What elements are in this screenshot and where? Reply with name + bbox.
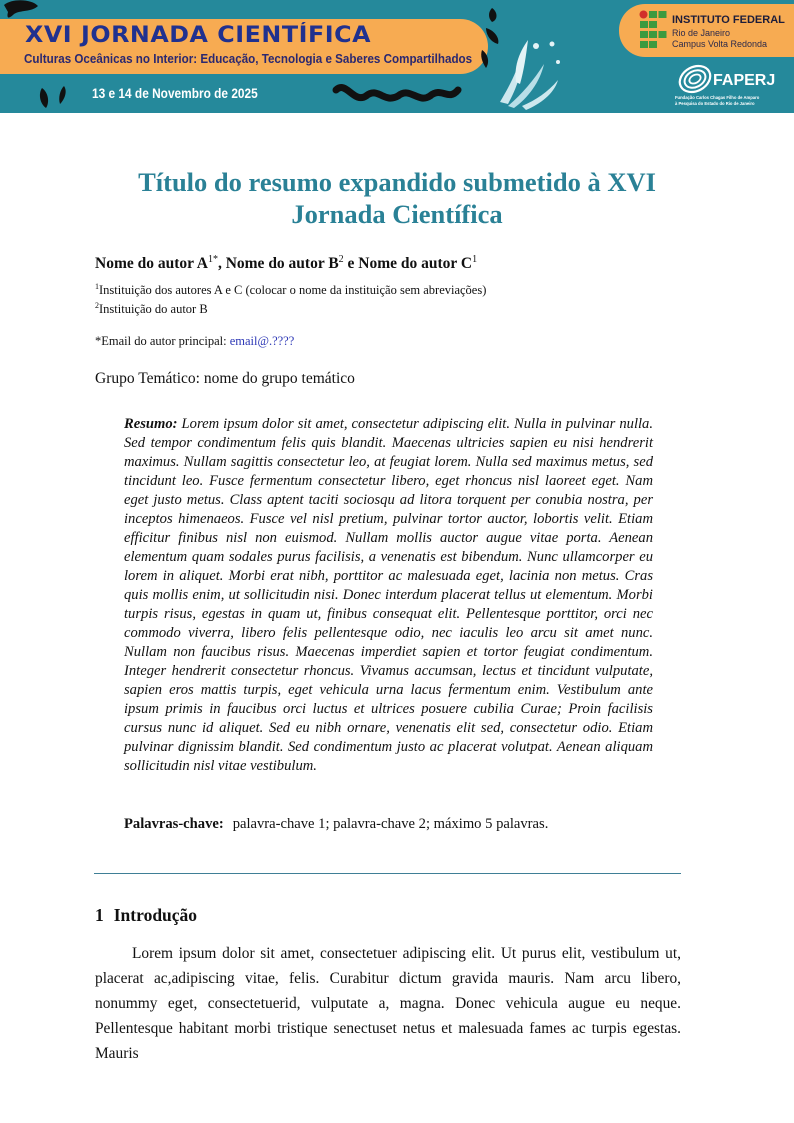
affiliation-mark: 2 (95, 301, 99, 310)
introduction-paragraph: Lorem ipsum dolor sit amet, consectetuer adipiscing elit. Ut purus elit, vestibulum ut, placerat ac,adipiscing vitae, felis. Curabitur dictum gravida mauris. Nam arcu libero, nonummy eget, consectetuerid, vulputate a, magna. Donec vehicula augue eu neque. Pellentesque habitant morbi tristique senectuset netus et malesuada fames ac turpis egestas. Mauris (95, 945, 681, 1062)
faperj-name: FAPERJ (713, 72, 776, 89)
author-separator: e (343, 255, 359, 272)
section-divider (94, 873, 681, 874)
author-name: Nome do autor A (95, 255, 208, 272)
faperj-subtitle-line2: à Pesquisa do Estado do Rio de Janeiro (675, 101, 755, 106)
abstract (124, 415, 653, 776)
institute-state: Rio de Janeiro (672, 28, 731, 38)
author-affiliation-mark: 1* (207, 254, 218, 265)
faperj-subtitle-line1: Fundação Carlos Chagas Filho de Amparo (675, 95, 760, 100)
event-banner (0, 0, 794, 113)
event-title: XVI JORNADA CIENTÍFICA (25, 23, 372, 48)
institute-campus: Campus Volta Redonda (672, 39, 768, 49)
event-subtitle: Culturas Oceânicas no Interior: Educação, Tecnologia e Saberes Compartilhados (24, 52, 473, 66)
event-date: 13 e 14 de Novembro de 2025 (92, 86, 258, 101)
section-number: 1 (95, 905, 104, 925)
author-name: Nome do autor B (225, 255, 339, 272)
corresponding-email (95, 334, 294, 349)
drops-decoration-icon (36, 86, 70, 110)
paper-title-line2: Jornada Científica (291, 199, 503, 229)
paper-title-line1: Título do resumo expandido submetido à XVI (138, 167, 656, 197)
affiliation-text: Instituição dos autores A e C (colocar o nome da instituição sem abreviações) (99, 283, 487, 297)
wave-decoration-icon (332, 82, 462, 108)
author-affiliation-mark: 1 (472, 254, 478, 265)
instituto-federal-logo-icon (639, 10, 667, 51)
email-label: *Email do autor principal: (95, 334, 230, 348)
affiliation-1 (95, 282, 486, 298)
section-title: Introdução (113, 905, 198, 925)
author-separator: , (217, 255, 226, 272)
author-list (95, 254, 477, 273)
institute-name: INSTITUTO FEDERAL (672, 14, 785, 26)
keywords (124, 816, 548, 833)
faperj-logo-icon (676, 64, 714, 94)
water-splash-icon (478, 2, 568, 110)
affiliation-2 (95, 301, 208, 317)
keywords-label: Palavras-chave: (124, 816, 224, 832)
author-name: Nome do autor C (358, 255, 473, 272)
affiliation-mark: 1 (95, 282, 99, 291)
paper-title (90, 166, 704, 230)
section-heading-introduction (95, 905, 197, 926)
abstract-text: Lorem ipsum dolor sit amet, consectetur adipiscing elit. Nulla in pulvinar nulla. Sed tempor condimentum felis quis blandit. Maecenas ultricies sapien eu nisi hendrerit maximus. Nullam sagittis consectetur leo, at feugiat lorem. Nulla sed maximus metus, sed tincidunt leo. Fusce fermentum consectetur libero, eget rhoncus nisl laoreet eget. Nam eget justo metus. Class aptent taciti sociosqu ad litora torquent per conubia nostra, per inceptos himenaeos. Fusce vel nisl pretium, pulvinar tortor auctor, lobortis velit. Etiam efficitur finibus nisl non euismod. Nullam mollis auctor augue vitae porta. Aenean elementum quam sodales purus facilisis, a venenatis est bibendum. Nunc ullamcorper eu lorem in aliquet. Morbi erat nibh, porttitor ac malesuada eget, lacinia non metus. Cras quis mollis enim, ut sollicitudin nisi. Donec interdum placerat tellus ut elementum. Morbi turpis risus, egestas in quam ut, finibus consequat elit. Pellentesque porttitor, orci nec commodo viverra, libero felis pellentesque odio, nec iaculis leo arcu sit amet nunc. Nullam non faucibus risus. Maecenas imperdiet sapien et tortor feugiat condimentum. Integer hendrerit consectetur rhoncus. Vivamus accumsan, lectus et tincidunt vulputate, sapien eros mattis turpis, eget vehicula urna lacus fermentum enim. Vestibulum ante ipsum primis in faucibus orci luctus et ultrices posuere cubilia Curae; Proin facilisis cursus nunc id aliquet. Sed eu nibh ornare, venenatis elit sed, consectetur odio. Etiam pulvinar dignissim blandit. Sed condimentum justo ac placerat volutpat. Aenean aliquam sollicitudin nisl vitae vestibulum. (124, 416, 653, 774)
email-link[interactable]: email@.???? (229, 334, 295, 348)
affiliation-text: Instituição do autor B (99, 302, 208, 316)
thematic-group: Grupo Temático: nome do grupo temático (95, 370, 355, 387)
abstract-label: Resumo: (124, 416, 178, 432)
author-affiliation-mark: 2 (338, 254, 344, 265)
keywords-text: palavra-chave 1; palavra-chave 2; máximo 5 palavras. (232, 816, 549, 832)
